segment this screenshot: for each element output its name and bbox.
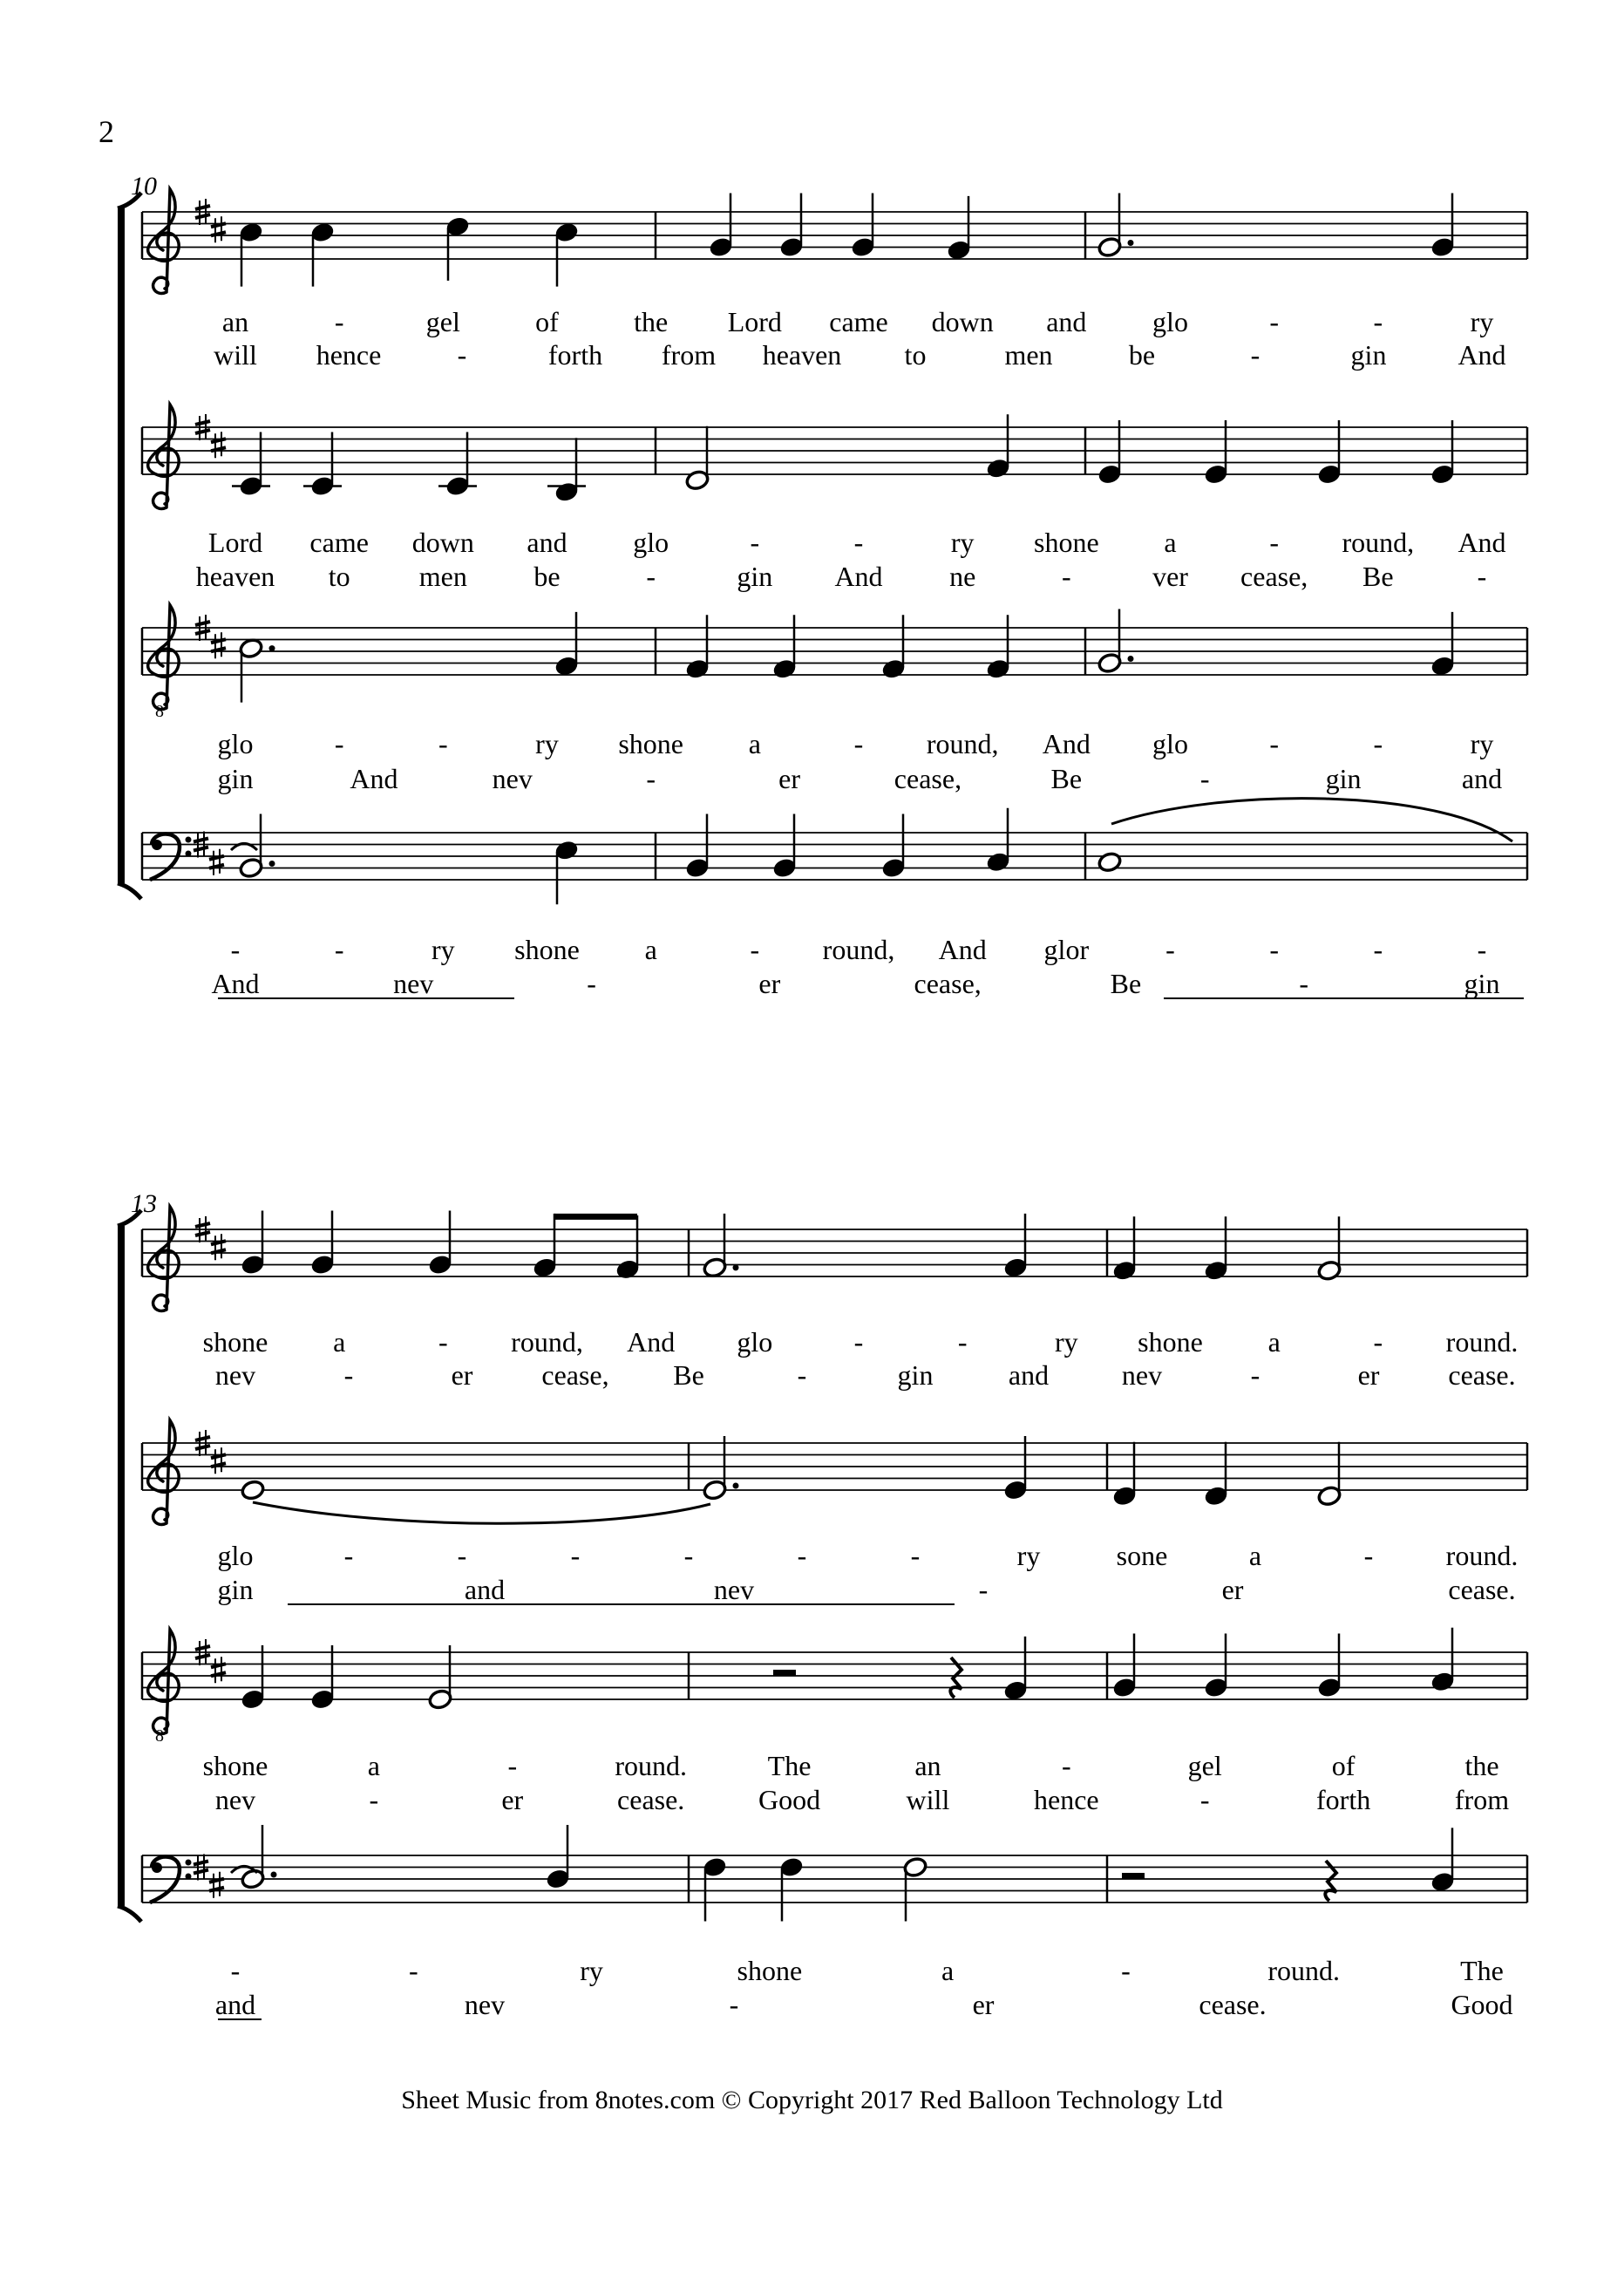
note bbox=[1097, 420, 1123, 486]
lyric-syllable: er bbox=[758, 968, 781, 999]
lyric-syllable: er bbox=[451, 1359, 473, 1391]
lyric-syllable: round. bbox=[615, 1750, 687, 1781]
lyric-syllable: Be bbox=[1050, 763, 1083, 794]
bass-clef-dot bbox=[186, 1860, 192, 1866]
dot bbox=[1128, 240, 1134, 246]
lyric-syllable: round. bbox=[1267, 1955, 1341, 1986]
lyric-syllable: - bbox=[1199, 763, 1210, 794]
staff bbox=[142, 1855, 1527, 1903]
lyric-syllable: will bbox=[906, 1784, 950, 1815]
lyric-syllable: came bbox=[829, 306, 888, 337]
lyric-syllable: ry bbox=[1016, 1540, 1041, 1571]
lyric-syllable: nev bbox=[492, 763, 533, 794]
note bbox=[239, 814, 275, 880]
lyric-syllable: - bbox=[683, 1540, 694, 1571]
lyric-syllable: round. bbox=[1445, 1326, 1519, 1358]
lyric-syllable: - bbox=[334, 728, 344, 759]
lyric-syllable: gin bbox=[897, 1359, 934, 1391]
bracket-hook bbox=[118, 883, 141, 899]
lyric-syllable: er bbox=[972, 1989, 995, 2020]
note bbox=[1204, 420, 1229, 486]
staff bbox=[142, 628, 1527, 675]
treble-clef-path bbox=[148, 1420, 180, 1524]
lyric-syllable: round, bbox=[511, 1326, 583, 1358]
lyric-syllable: cease, bbox=[541, 1359, 609, 1391]
bracket-hook bbox=[118, 1906, 141, 1922]
lyric-syllable: heaven bbox=[195, 561, 275, 592]
bracket-hook bbox=[118, 193, 141, 208]
lyric-syllable: glo bbox=[217, 1540, 254, 1571]
lyric-syllable: and bbox=[214, 1989, 256, 2020]
dot bbox=[271, 1872, 277, 1878]
note bbox=[703, 1436, 739, 1501]
lyric-syllable: ry bbox=[1055, 1326, 1078, 1358]
lyric-syllable: - bbox=[1269, 527, 1279, 558]
lyric-syllable: the bbox=[1464, 1750, 1499, 1781]
lyric-syllable: - bbox=[457, 339, 467, 371]
lyric-syllable: forth bbox=[1316, 1784, 1371, 1815]
staff bbox=[142, 212, 1527, 259]
note bbox=[428, 1645, 453, 1711]
lyric-syllable: ry bbox=[580, 1955, 603, 1986]
lyric-syllable: - bbox=[1299, 968, 1309, 999]
treble-clef bbox=[148, 189, 180, 293]
lyric-syllable: er bbox=[1221, 1574, 1244, 1605]
lyric-syllable: - bbox=[910, 1540, 921, 1571]
note bbox=[1204, 1442, 1229, 1508]
lyric-syllable: gin bbox=[217, 1574, 254, 1605]
lyric-syllable: glo bbox=[1152, 306, 1188, 337]
lyric-syllable: - bbox=[1373, 728, 1383, 759]
lyric-syllable: Lord bbox=[207, 527, 263, 558]
note bbox=[554, 840, 580, 905]
staff bbox=[142, 427, 1527, 474]
treble-clef bbox=[148, 605, 180, 709]
lyric-syllable: shone bbox=[202, 1326, 268, 1358]
lyric-syllable: men bbox=[1004, 339, 1053, 371]
lyric-syllable: er bbox=[1357, 1359, 1380, 1391]
slur bbox=[253, 1502, 710, 1523]
lyric-syllable: men bbox=[418, 561, 467, 592]
lyric-syllable: - bbox=[1269, 306, 1279, 337]
lyric-syllable: shone bbox=[202, 1750, 268, 1781]
note bbox=[1097, 609, 1134, 675]
note bbox=[685, 615, 710, 680]
lyric-syllable: a bbox=[333, 1326, 346, 1358]
bracket-hook bbox=[118, 1210, 141, 1226]
lyric-syllable: cease, bbox=[1240, 561, 1308, 592]
note bbox=[239, 637, 275, 703]
lyric-syllable: - bbox=[1062, 1750, 1071, 1781]
octave-marker: 8 bbox=[155, 1726, 164, 1746]
note bbox=[1430, 612, 1456, 677]
treble-clef-path bbox=[148, 189, 180, 293]
lyric-syllable: and bbox=[1008, 1359, 1050, 1391]
lyric-syllable: - bbox=[343, 1359, 354, 1391]
lyric-syllable: And bbox=[1458, 527, 1506, 558]
note bbox=[779, 194, 805, 259]
note bbox=[703, 1214, 739, 1279]
lyric-syllable: shone bbox=[1138, 1326, 1203, 1358]
note bbox=[1097, 194, 1134, 259]
lyric-syllable: - bbox=[978, 1574, 989, 1605]
lyric-syllable: ne bbox=[949, 561, 976, 592]
lyric-syllable: round, bbox=[926, 728, 999, 759]
key-sharp bbox=[211, 1657, 226, 1683]
key-sharp bbox=[211, 1447, 226, 1474]
note bbox=[703, 1856, 728, 1922]
lyric-syllable: from bbox=[1454, 1784, 1510, 1815]
lyric-syllable: glo bbox=[217, 728, 254, 759]
lyric-syllable: - bbox=[438, 1326, 448, 1358]
note bbox=[772, 615, 798, 680]
note bbox=[554, 221, 580, 287]
note bbox=[310, 1211, 336, 1276]
lyric-syllable: - bbox=[1199, 1784, 1210, 1815]
lyric-syllable: glor bbox=[1043, 934, 1090, 965]
lyric-syllable: glo bbox=[737, 1326, 773, 1358]
bass-clef-dot bbox=[186, 837, 192, 843]
lyric-syllable: - bbox=[230, 934, 241, 965]
lyric-syllable: cease, bbox=[914, 968, 982, 999]
lyric-syllable: - bbox=[646, 763, 656, 794]
note bbox=[881, 814, 907, 880]
treble-clef bbox=[148, 1420, 180, 1524]
lyric-syllable: And bbox=[1458, 339, 1506, 371]
lyric-syllable: glo bbox=[1152, 728, 1188, 759]
lyric-syllable: - bbox=[1062, 561, 1071, 592]
lyric-syllable: - bbox=[957, 1326, 968, 1358]
key-sharp bbox=[209, 1872, 224, 1898]
lyric-syllable: - bbox=[750, 527, 760, 558]
lyric-syllable: ver bbox=[1152, 561, 1188, 592]
lyric-syllable: a bbox=[1164, 527, 1177, 558]
lyric-syllable: an bbox=[914, 1750, 941, 1781]
note bbox=[1003, 1637, 1029, 1702]
lyric-syllable: round. bbox=[1445, 1540, 1519, 1571]
note bbox=[709, 194, 734, 259]
lyric-syllable: shone bbox=[514, 934, 580, 965]
note-head bbox=[1097, 851, 1123, 873]
lyric-syllable: Be bbox=[1362, 561, 1394, 592]
note bbox=[554, 612, 580, 677]
note bbox=[1430, 194, 1456, 259]
note bbox=[947, 196, 972, 262]
lyric-syllable: round, bbox=[822, 934, 895, 965]
lyric-syllable: of bbox=[535, 306, 559, 337]
treble-clef bbox=[148, 405, 180, 508]
lyric-syllable: to bbox=[904, 339, 927, 371]
lyric-syllable: - bbox=[750, 934, 760, 965]
lyric-syllable: and bbox=[464, 1574, 506, 1605]
lyric-syllable: gin bbox=[737, 561, 773, 592]
lyric-syllable: - bbox=[369, 1784, 379, 1815]
dot bbox=[733, 1483, 739, 1489]
note bbox=[241, 1645, 266, 1711]
note bbox=[232, 432, 270, 498]
lyric-syllable: round, bbox=[1342, 527, 1415, 558]
lyric-syllable: came bbox=[309, 527, 369, 558]
lyric-syllable: ry bbox=[535, 728, 559, 759]
lyric-syllable: gin bbox=[1350, 339, 1387, 371]
lyric-syllable: - bbox=[1477, 934, 1487, 965]
bass-clef-dot bbox=[186, 1874, 192, 1880]
note bbox=[1003, 1214, 1029, 1279]
lyric-syllable: - bbox=[797, 1540, 807, 1571]
lyric-syllable: The bbox=[1460, 1955, 1504, 1986]
note bbox=[779, 1856, 805, 1922]
lyric-syllable: - bbox=[507, 1750, 518, 1781]
lyric-syllable: - bbox=[334, 934, 344, 965]
note bbox=[1097, 851, 1123, 873]
lyric-syllable: - bbox=[853, 728, 864, 759]
lyric-syllable: hence bbox=[1034, 1784, 1099, 1815]
note bbox=[1317, 1216, 1342, 1282]
lyric-syllable: - bbox=[1373, 306, 1383, 337]
note bbox=[303, 432, 342, 498]
lyric-syllable: cease, bbox=[894, 763, 962, 794]
note bbox=[685, 814, 710, 880]
note bbox=[772, 814, 798, 880]
lyric-syllable: nev bbox=[1121, 1359, 1163, 1391]
dot bbox=[269, 645, 275, 651]
lyric-syllable: - bbox=[1269, 934, 1279, 965]
note bbox=[986, 808, 1011, 874]
copyright-footer: Sheet Music from 8notes.com © Copyright 2017 Red Balloon Technology Ltd bbox=[401, 2086, 1223, 2114]
lyric-syllable: gin bbox=[1325, 763, 1362, 794]
lyric-syllable: glo bbox=[633, 527, 669, 558]
lyric-syllable: be bbox=[1128, 339, 1156, 371]
note bbox=[1112, 1634, 1138, 1699]
lyric-syllable: ry bbox=[431, 934, 455, 965]
lyric-syllable: - bbox=[1165, 934, 1175, 965]
treble-clef-path bbox=[148, 605, 180, 709]
lyric-syllable: Be bbox=[673, 1359, 704, 1391]
key-sharp bbox=[211, 632, 226, 658]
lyric-syllable: - bbox=[230, 1955, 241, 1986]
note bbox=[986, 615, 1011, 680]
eighth-beam bbox=[554, 1214, 637, 1220]
lyric-syllable: - bbox=[457, 1540, 467, 1571]
lyric-syllable: cease. bbox=[617, 1784, 685, 1815]
note bbox=[851, 194, 876, 259]
lyric-syllable: - bbox=[1121, 1955, 1131, 1986]
bass-clef-dot bbox=[152, 840, 162, 850]
note bbox=[685, 426, 710, 492]
lyric-syllable: nev bbox=[713, 1574, 755, 1605]
lyric-syllable: nev bbox=[393, 968, 434, 999]
treble-clef-path bbox=[148, 1630, 180, 1733]
lyric-syllable: cease. bbox=[1448, 1359, 1516, 1391]
lyric-syllable: shone bbox=[1034, 527, 1099, 558]
half-rest bbox=[773, 1670, 796, 1676]
dot bbox=[269, 861, 275, 867]
note bbox=[1112, 1442, 1138, 1508]
lyric-syllable: to bbox=[328, 561, 350, 592]
lyric-syllable: shone bbox=[737, 1955, 803, 1986]
lyric-syllable: Good bbox=[1451, 1989, 1513, 2020]
note bbox=[547, 438, 586, 503]
bass-clef-dot bbox=[186, 851, 192, 857]
lyric-syllable: - bbox=[1363, 1540, 1374, 1571]
lyric-syllable: - bbox=[853, 527, 864, 558]
lyric-syllable: Be bbox=[1110, 968, 1142, 999]
lyric-syllable: a bbox=[941, 1955, 955, 1986]
note bbox=[445, 215, 471, 281]
note bbox=[428, 1211, 453, 1276]
lyric-syllable: And bbox=[1042, 728, 1091, 759]
lyric-syllable: gel bbox=[1187, 1750, 1222, 1781]
note bbox=[310, 221, 336, 287]
note bbox=[241, 1479, 266, 1501]
lyric-syllable: a bbox=[748, 728, 761, 759]
note bbox=[903, 1856, 928, 1922]
key-sharp bbox=[211, 432, 226, 458]
note bbox=[1204, 1634, 1229, 1699]
note bbox=[533, 1214, 558, 1279]
system-bracket bbox=[118, 1226, 125, 1906]
lyric-syllable: of bbox=[1331, 1750, 1356, 1781]
lyric-syllable: shone bbox=[618, 728, 683, 759]
lyric-syllable: And bbox=[627, 1326, 676, 1358]
lyric-syllable: gin bbox=[1464, 968, 1500, 999]
dot bbox=[1128, 656, 1134, 662]
lyric-syllable: cease. bbox=[1448, 1574, 1516, 1605]
staff bbox=[142, 1443, 1527, 1490]
note bbox=[310, 1645, 336, 1711]
note bbox=[239, 221, 264, 287]
lyric-syllable: ry bbox=[950, 527, 975, 558]
lyric-syllable: Good bbox=[758, 1784, 821, 1815]
lyric-syllable: heaven bbox=[762, 339, 842, 371]
note bbox=[1317, 1634, 1342, 1699]
note bbox=[1430, 420, 1456, 486]
lyric-syllable: will bbox=[214, 339, 257, 371]
lyric-syllable: er bbox=[501, 1784, 524, 1815]
lyric-syllable: - bbox=[797, 1359, 807, 1391]
lyric-syllable: - bbox=[853, 1326, 864, 1358]
lyric-syllable: - bbox=[408, 1955, 418, 1986]
lyric-syllable: sone bbox=[1116, 1540, 1168, 1571]
lyric-syllable: be bbox=[533, 561, 561, 592]
lyric-syllable: nev bbox=[214, 1784, 256, 1815]
note bbox=[546, 1825, 571, 1890]
lyric-syllable: ry bbox=[1470, 728, 1494, 759]
lyric-syllable: down bbox=[931, 306, 994, 337]
lyric-syllable: hence bbox=[316, 339, 382, 371]
lyric-syllable: - bbox=[646, 561, 656, 592]
dot bbox=[733, 1264, 739, 1270]
system-bracket bbox=[118, 208, 125, 883]
treble-clef-path bbox=[148, 405, 180, 508]
lyric-syllable: And bbox=[350, 763, 398, 794]
bass-clef-dot bbox=[152, 1862, 162, 1873]
staff bbox=[142, 1652, 1527, 1699]
lyric-syllable: and bbox=[1461, 763, 1503, 794]
lyric-syllable: from bbox=[661, 339, 717, 371]
note bbox=[615, 1215, 641, 1281]
lyric-syllable: an bbox=[221, 306, 249, 337]
measure-number: 13 bbox=[131, 1189, 157, 1218]
lyric-syllable: a bbox=[644, 934, 657, 965]
note bbox=[438, 432, 477, 498]
lyric-syllable: - bbox=[1250, 339, 1260, 371]
lyric-syllable: - bbox=[1373, 1326, 1383, 1358]
lyric-syllable: forth bbox=[547, 339, 603, 371]
note bbox=[241, 1825, 277, 1890]
lyric-syllable: a bbox=[1248, 1540, 1262, 1571]
treble-clef-path bbox=[148, 1207, 180, 1310]
lyric-syllable: the bbox=[634, 306, 669, 337]
treble-clef bbox=[148, 1207, 180, 1310]
slur bbox=[1111, 799, 1512, 841]
note bbox=[986, 414, 1011, 480]
lyric-syllable: a bbox=[367, 1750, 380, 1781]
lyric-syllable: - bbox=[334, 306, 344, 337]
lyric-syllable: The bbox=[767, 1750, 812, 1781]
lyric-syllable: a bbox=[1267, 1326, 1281, 1358]
octave-marker: 8 bbox=[155, 702, 164, 721]
note bbox=[241, 1211, 266, 1276]
lyric-syllable: And bbox=[834, 561, 883, 592]
lyric-syllable: - bbox=[1269, 728, 1279, 759]
lyric-syllable: and bbox=[1046, 306, 1087, 337]
note bbox=[1204, 1216, 1229, 1282]
lyric-syllable: And bbox=[938, 934, 987, 965]
note bbox=[1003, 1436, 1029, 1501]
lyric-syllable: cease. bbox=[1199, 1989, 1267, 2020]
lyric-syllable: down bbox=[411, 527, 474, 558]
page-number: 2 bbox=[99, 114, 114, 149]
lyric-syllable: - bbox=[1250, 1359, 1260, 1391]
lyric-syllable: - bbox=[438, 728, 448, 759]
lyric-syllable: nev bbox=[214, 1359, 256, 1391]
lyric-syllable: - bbox=[1477, 561, 1487, 592]
lyric-syllable: Lord bbox=[727, 306, 782, 337]
lyric-syllable: and bbox=[527, 527, 567, 558]
lyric-syllable: And bbox=[211, 968, 260, 999]
key-sharp bbox=[211, 216, 226, 242]
lyric-syllable: - bbox=[587, 968, 596, 999]
lyric-syllable: ry bbox=[1470, 306, 1494, 337]
lyric-syllable: nev bbox=[464, 1989, 506, 2020]
note bbox=[1112, 1216, 1138, 1282]
measure-number: 10 bbox=[131, 172, 157, 201]
note-head bbox=[241, 1479, 266, 1501]
key-sharp bbox=[209, 849, 224, 875]
lyric-syllable: - bbox=[570, 1540, 581, 1571]
lyric-syllable: - bbox=[729, 1989, 739, 2020]
lyric-syllable: - bbox=[1373, 934, 1383, 965]
note bbox=[1317, 420, 1342, 486]
note bbox=[1317, 1442, 1342, 1508]
lyric-syllable: gel bbox=[425, 306, 460, 337]
lyric-syllable: gin bbox=[217, 763, 254, 794]
half-rest bbox=[1122, 1873, 1145, 1879]
treble-clef bbox=[148, 1630, 180, 1733]
staff bbox=[142, 833, 1527, 880]
note bbox=[1430, 1828, 1456, 1893]
key-sharp bbox=[211, 1234, 226, 1260]
note bbox=[1430, 1628, 1456, 1693]
note bbox=[881, 615, 907, 680]
lyric-syllable: - bbox=[343, 1540, 354, 1571]
lyric-syllable: er bbox=[778, 763, 800, 794]
